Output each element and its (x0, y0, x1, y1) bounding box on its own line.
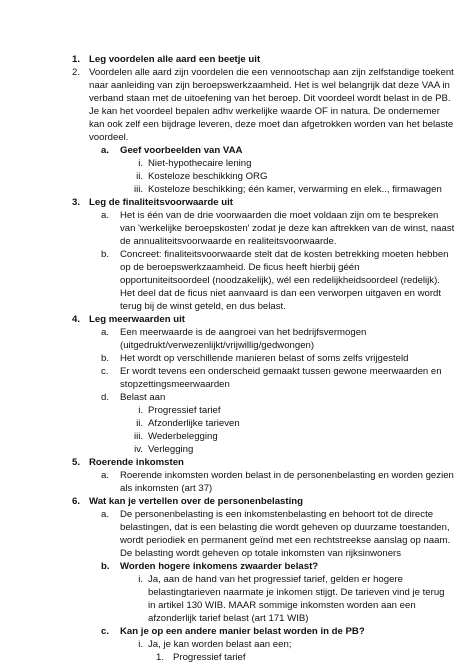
list-item-text: Concreet: finaliteitsvoorwaarde stelt dat de kosten betrekking moeten hebben (120, 249, 449, 260)
list-marker: 4. (72, 314, 81, 325)
list-item-text: Belast aan (120, 392, 166, 403)
list-item-text: Kan je op een andere manier belast worden in de PB? (120, 626, 365, 637)
list-marker: i. (138, 405, 143, 416)
paragraph-line: wordt periodiek en permanent geïnd met een rechtstreekse aanslag op naam. (120, 535, 451, 546)
list-marker: c. (101, 366, 109, 377)
list-marker: c. (101, 626, 110, 637)
list-marker: 1. (72, 54, 81, 65)
list-item-text: Het is één van de drie voorwaarden die moet voldaan zijn om te bespreken (120, 210, 439, 221)
paragraph-line: Je kan het voordeel bepalen adhv werkelijke waarde OF in natura. De ondernemer (89, 106, 440, 117)
list-marker: a. (101, 210, 110, 221)
list-item-text: Voordelen alle aard zijn voordelen die een vennootschap aan zijn zelfstandige toekent (89, 67, 454, 78)
list-item-text: Progressief tarief (148, 405, 221, 416)
list-item-text: Worden hogere inkomens zwaarder belast? (120, 561, 319, 572)
list-marker: a. (101, 509, 110, 520)
list-item-text: Roerende inkomsten (89, 457, 184, 468)
list-item-text: Er wordt tevens een onderscheid gemaakt tussen gewone meerwaarden en (120, 366, 442, 377)
paragraph-line: kan ook zelf een bijdrage leveren, deze moet dan afgetrokken worden van het belaste (89, 119, 454, 130)
list-marker: 5. (72, 457, 81, 468)
paragraph-line: belastingtarieven naarmate je inkomen stijgt. De tarieven vind je terug (148, 587, 445, 598)
list-item-text: Kosteloze beschikking; één kamer, verwarming en elek.., firmawagen (148, 184, 442, 195)
list-marker: iv. (134, 444, 143, 455)
list-marker: ii. (136, 418, 143, 429)
list-marker: iii. (133, 184, 143, 195)
list-item-text: Leg voordelen alle aard een beetje uit (89, 54, 261, 65)
list-item-text: Progressief tarief (173, 652, 246, 663)
list-marker: b. (101, 249, 110, 260)
list-item-text: Afzonderlijke tarieven (148, 418, 240, 429)
list-marker: i. (138, 574, 143, 585)
list-item-text: Leg meerwaarden uit (89, 314, 185, 325)
list-item-text: Ja, je kan worden belast aan een; (148, 639, 292, 650)
list-marker: a. (101, 327, 110, 338)
list-item-text: Ja, aan de hand van het progressief tarief, gelden er hogere (148, 574, 403, 585)
list-marker: 3. (72, 197, 81, 208)
paragraph-line: belastingen, dat is een belasting die wordt geheven op duurzame toestanden, (120, 522, 450, 533)
list-marker: iii. (133, 431, 143, 442)
paragraph-line: de annualiteitsvoorwaarde en realiteitsvoorwaarde. (120, 236, 337, 247)
list-item-text: Verlegging (148, 444, 194, 455)
paragraph-line: naar aanleiding van zijn beroepswerkzaamheid. Het is wel belangrijk dat deze VAA in (89, 80, 450, 91)
paragraph-line: verband staan met de uitoefening van het beroep. Dit voordeel wordt belast in de PB. (89, 93, 451, 104)
paragraph-line: opportuniteitsoordeel (noodzakelijk), wél een redelijkheidsoordeel (redelijk). (120, 275, 440, 286)
paragraph-line: (uitgedrukt/verwezenlijkt/vrijwillig/gedwongen) (120, 340, 315, 351)
list-marker: i. (138, 158, 143, 169)
list-item-text: Een meerwaarde is de aangroei van het bedrijfsvermogen (120, 327, 367, 338)
list-item-text: Geef voorbeelden van VAA (120, 145, 243, 156)
list-marker: a. (101, 145, 110, 156)
list-item-text: Wederbelegging (148, 431, 218, 442)
paragraph-line: in artikel 130 WIB. MAAR sommige inkomsten worden aan een (148, 600, 416, 611)
list-marker: b. (101, 561, 110, 572)
list-marker: i. (138, 639, 143, 650)
list-marker: b. (101, 353, 110, 364)
list-item-text: Wat kan je vertellen over de personenbelasting (89, 496, 303, 507)
list-marker: a. (101, 470, 110, 481)
paragraph-line: Het deel dat de ficus niet aanvaard is dan een verworpen uitgaven en wordt (120, 288, 442, 299)
paragraph-line: als inkomsten (art 37) (120, 483, 213, 494)
list-item-text: De personenbelasting is een inkomstenbelasting en behoort tot de directe (120, 509, 434, 520)
list-marker: 1. (156, 652, 165, 663)
list-marker: d. (101, 392, 110, 403)
list-item-text: Roerende inkomsten worden belast in de personenbelasting en worden gezien (120, 470, 454, 481)
list-marker: 2. (72, 67, 81, 78)
paragraph-line: voordeel. (89, 132, 129, 143)
list-item-text: Niet-hypothecaire lening (148, 158, 252, 169)
list-item-text: Leg de finaliteitsvoorwaarde uit (89, 197, 233, 208)
list-marker: 6. (72, 496, 81, 507)
list-marker: ii. (136, 171, 143, 182)
paragraph-line: De belasting wordt geheven op totale inkomsten van rijksinwoners (120, 548, 402, 559)
list-item-text: Kosteloze beschikking ORG (148, 171, 268, 182)
paragraph-line: terug bij de winst geteld, en dus belast. (120, 301, 286, 312)
paragraph-line: van 'werkelijke beroepskosten' zodat je deze kan aftrekken van de winst, naast (120, 223, 455, 234)
list-item-text: Het wordt op verschillende manieren belast of soms zelfs vrijgesteld (120, 353, 409, 364)
paragraph-line: op de beroepswerkzaamheid. De ficus heeft hierbij géén (120, 262, 360, 273)
paragraph-line: afzonderlijk tarief belast (art 171 WIB) (148, 613, 309, 624)
paragraph-line: stopzettingsmeerwaarden (120, 379, 230, 390)
